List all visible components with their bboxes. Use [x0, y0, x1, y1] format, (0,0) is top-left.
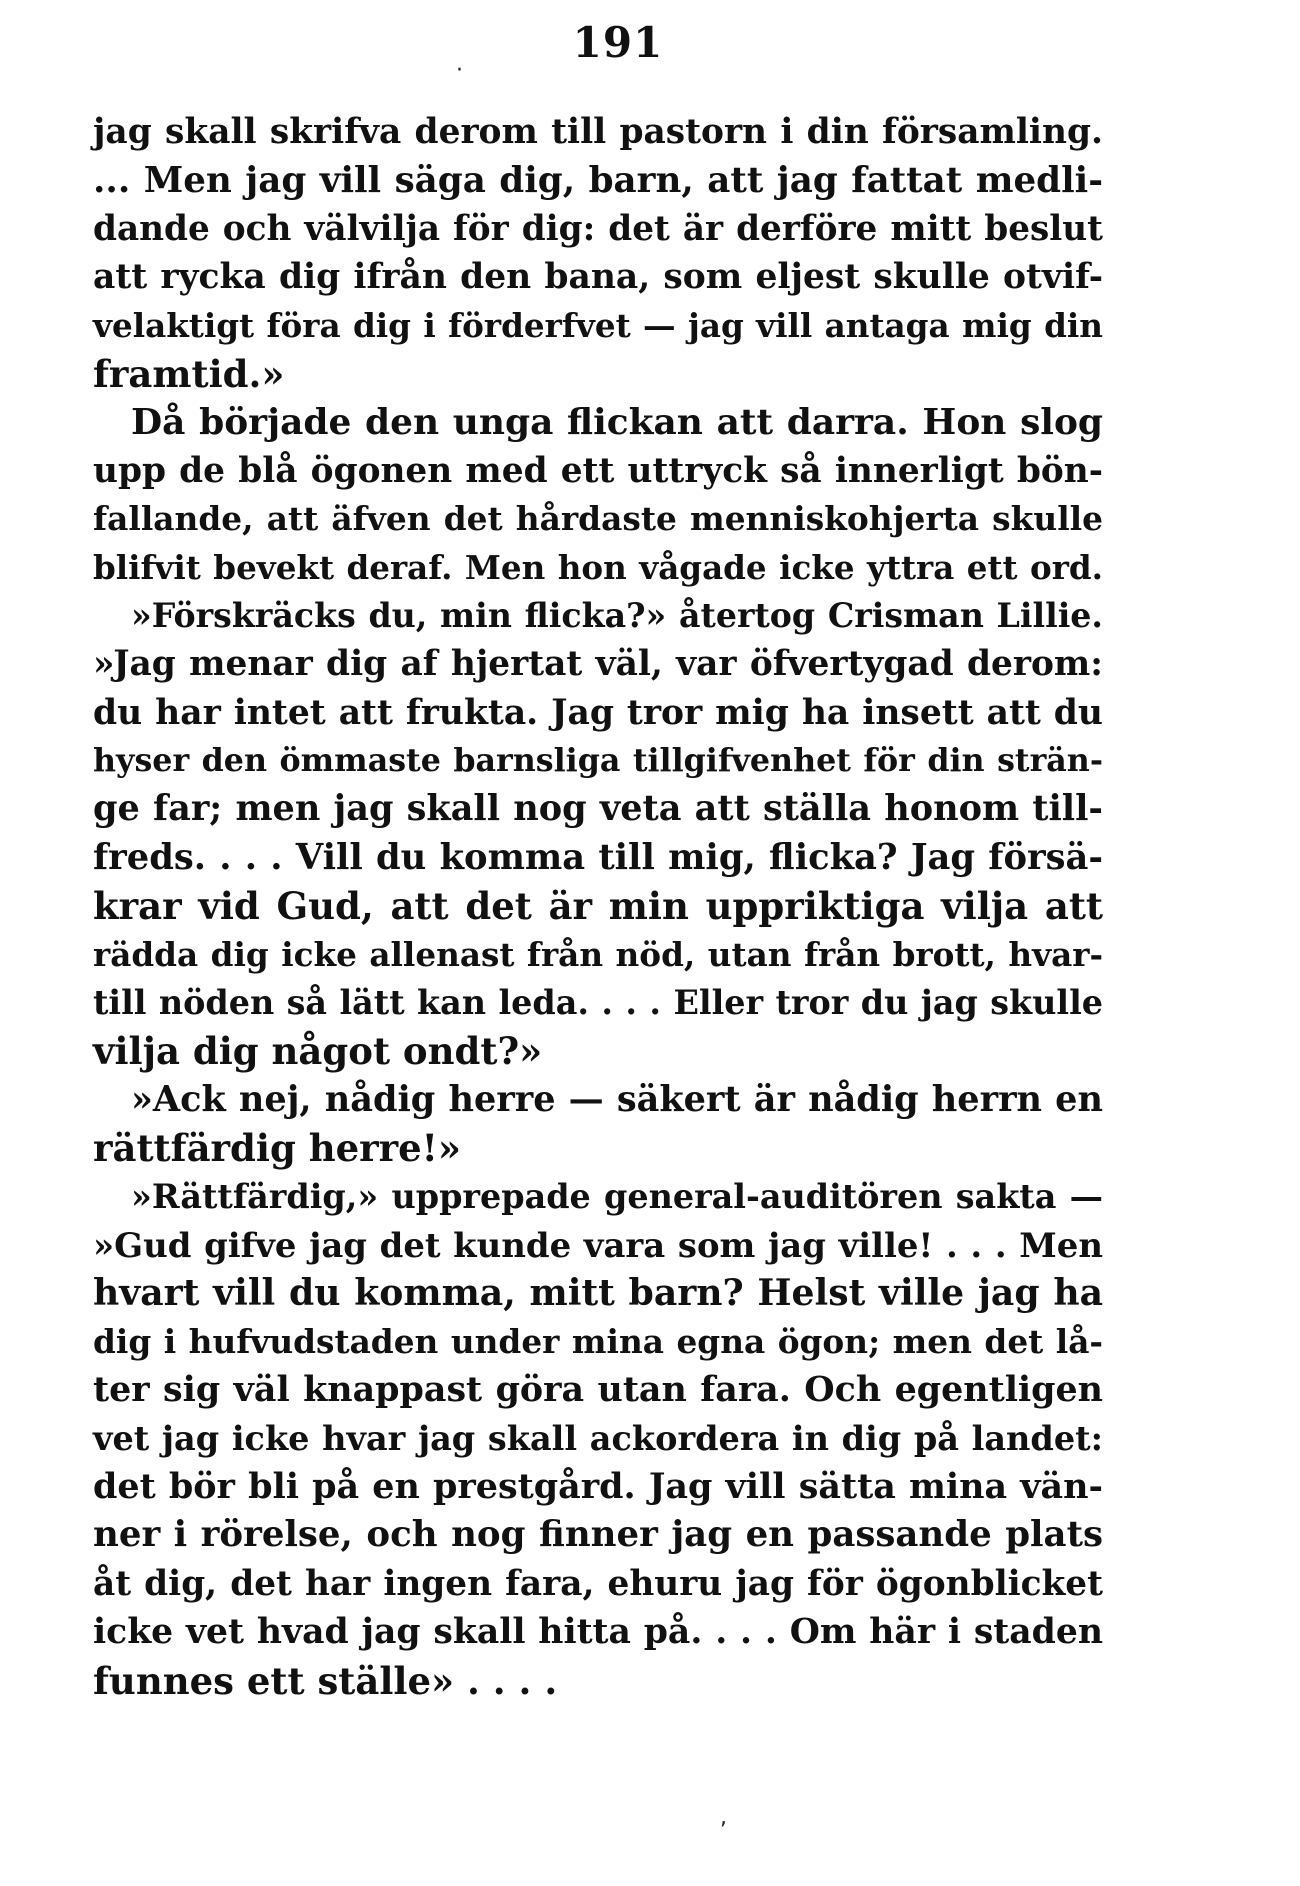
text-line: det bör bli på en prestgård. Jag vill sätta mina vän- [93, 1465, 1103, 1507]
text-line: till nöden så lätt kan leda. . . . Eller tror du jag skulle [93, 983, 1103, 1023]
text-line: jag skall skrifva derom till pastorn i din församling. [93, 112, 1103, 152]
text-line: icke vet hvad jag skall hitta på. . . . Om här i staden [93, 1612, 1103, 1653]
text-line: rädda dig icke allenast från nöd, utan från brott, hvar- [93, 934, 1103, 974]
text-line: vet jag icke hvar jag skall ackordera in dig på landet: [93, 1418, 1103, 1458]
text-line: Då började den unga flickan att darra. Hon slog [131, 401, 1103, 444]
ink-speck: , [720, 1805, 727, 1830]
text-line: hyser den ömmaste barnsliga tillgifvenhet för din strän- [93, 742, 1103, 780]
body-text [93, 108, 1103, 1705]
text-line: rättfärdig herre!» [93, 1126, 462, 1171]
text-line: du har intet att frukta. Jag tror mig ha insett att du [93, 692, 1103, 733]
text-line: krar vid Gud, att det är min uppriktiga vilja att [93, 884, 1103, 929]
text-line: ge far; men jag skall nog veta att ställa honom till- [93, 788, 1103, 830]
text-line: dig i hufvudstaden under mina egna ögon; men det lå- [93, 1321, 1103, 1361]
text-line: fallande, att äfven det hårdaste menniskohjerta skulle [93, 499, 1103, 539]
text-line: »Förskräcks du, min flicka?» återtog Crisman Lillie. [131, 595, 1103, 635]
text-line: ... Men jag vill säga dig, barn, att jag fattat medli- [93, 159, 1103, 202]
text-line: »Jag menar dig af hjertat väl, var öfvertygad derom: [93, 644, 1103, 685]
text-line: vilja dig något ondt?» [93, 1029, 543, 1074]
page-number: 191 [572, 18, 664, 67]
text-line: upp de blå ögonen med ett uttryck så innerligt bön- [93, 450, 1103, 491]
text-line: hvart vill du komma, mitt barn? Helst ville jag ha [93, 1271, 1103, 1315]
text-line: »Gud gifve jag det kunde vara som jag ville! . . . Men [93, 1224, 1103, 1265]
text-line: velaktigt föra dig i förderfvet — jag vill antaga mig din [93, 305, 1103, 345]
text-line: ner i rörelse, och nog finner jag en passande plats [93, 1514, 1103, 1556]
text-line: åt dig, det har ingen fara, ehuru jag för ögonblicket [93, 1563, 1103, 1604]
text-line: freds. . . . Vill du komma till mig, flicka? Jag försä- [93, 836, 1103, 878]
text-line: ter sig väl knappast göra utan fara. Och egentligen [93, 1369, 1103, 1411]
text-line: dande och välvilja för dig: det är derföre mitt beslut [93, 208, 1103, 249]
text-line: att rycka dig ifrån den bana, som eljest skulle otvif- [93, 257, 1103, 298]
text-line: framtid.» [93, 351, 285, 396]
text-line: funnes ett ställe» . . . . [93, 1658, 558, 1703]
text-line: »Rättfärdig,» upprepade general-auditören sakta — [131, 1176, 1103, 1216]
text-line: blifvit bevekt deraf. Men hon vågade icke yttra ett ord. [93, 547, 1103, 587]
text-line: »Ack nej, nådig herre — säkert är nådig herrn en [131, 1078, 1103, 1120]
ink-speck: · [456, 58, 463, 83]
